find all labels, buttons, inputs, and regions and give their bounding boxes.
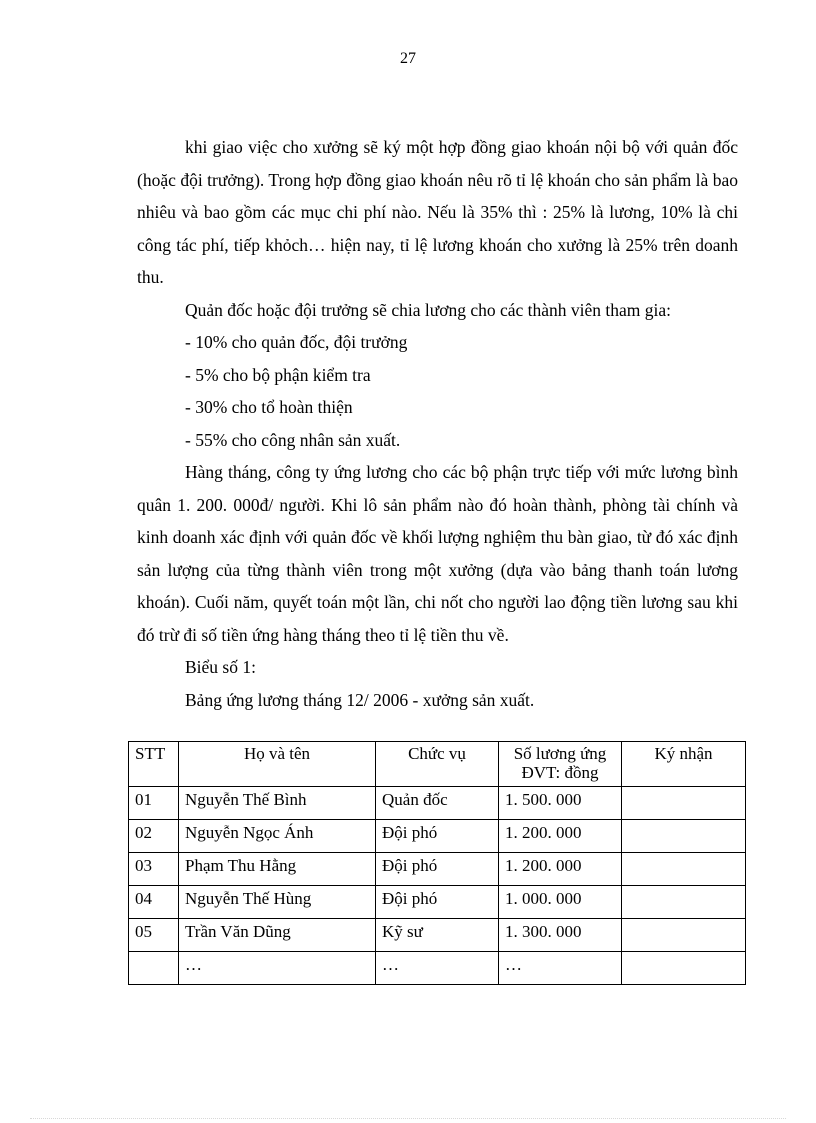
table-label: Biểu số 1: bbox=[185, 657, 256, 677]
cell-amount: 1. 200. 000 bbox=[499, 820, 622, 853]
table-row bbox=[129, 853, 746, 886]
page-number: 27 bbox=[400, 50, 416, 67]
table-row bbox=[129, 919, 746, 952]
cell-sign bbox=[622, 886, 746, 919]
cell-role: Kỹ sư bbox=[376, 919, 499, 952]
table-row bbox=[129, 886, 746, 919]
cell-name: Nguyễn Ngọc Ánh bbox=[179, 820, 376, 853]
cell-name: Nguyễn Thế Hùng bbox=[179, 886, 376, 919]
table-row bbox=[129, 952, 746, 985]
cell-sign bbox=[622, 820, 746, 853]
cell-role: … bbox=[376, 952, 499, 985]
header-name: Họ và tên bbox=[179, 742, 376, 787]
cell-sign bbox=[622, 853, 746, 886]
paragraph-monthly-advance: Hàng tháng, công ty ứng lương cho các bộ phận trực tiếp với mức lương bình quân 1. 200. 000đ/ người. Khi lô sản phẩm nào đó hoàn thành, phòng tài chính và kinh doanh xác định với quản đốc về khối lượng nghiệm thu bàn giao, từ đó xác định sản lượng của từng thành viên trong một xưởng (dựa vào bảng thanh toán lương khoán). Cuối năm, quyết toán một lần, chi nốt cho người lao động tiền lương sau khi đó trừ đi số tiền ứng hàng tháng theo tỉ lệ tiền thu về. bbox=[137, 462, 738, 645]
header-amount bbox=[499, 742, 622, 787]
paragraph-distribution: Quản đốc hoặc đội trưởng sẽ chia lương cho các thành viên tham gia: bbox=[185, 299, 672, 320]
cell-role: Đội phó bbox=[376, 820, 499, 853]
document-body bbox=[137, 131, 738, 716]
cell-amount: 1. 000. 000 bbox=[499, 886, 622, 919]
header-stt: STT bbox=[129, 742, 179, 787]
cell-stt: 05 bbox=[129, 919, 179, 952]
table-caption: Bảng ứng lương tháng 12/ 2006 - xưởng sản xuất. bbox=[185, 689, 535, 710]
cell-stt: 04 bbox=[129, 886, 179, 919]
cell-role: Quản đốc bbox=[376, 787, 499, 820]
cell-stt: 03 bbox=[129, 853, 179, 886]
cell-name: … bbox=[179, 952, 376, 985]
table-header-row bbox=[129, 742, 746, 787]
list-item: - 5% cho bộ phận kiểm tra bbox=[185, 364, 371, 385]
cell-stt: 02 bbox=[129, 820, 179, 853]
header-sign: Ký nhận bbox=[622, 742, 746, 787]
header-amount-line1: Số lương ứng bbox=[513, 744, 607, 763]
cell-name: Phạm Thu Hằng bbox=[179, 853, 376, 886]
cell-name: Nguyễn Thế Bình bbox=[179, 787, 376, 820]
cell-role: Đội phó bbox=[376, 886, 499, 919]
list-item: - 10% cho quản đốc, đội trưởng bbox=[185, 332, 408, 352]
cell-amount: … bbox=[499, 952, 622, 985]
header-role: Chức vụ bbox=[376, 742, 499, 787]
paragraph-contract: khi giao việc cho xưởng sẽ ký một hợp đồng giao khoán nội bộ với quản đốc (hoặc đội trưởng). Trong hợp đồng giao khoán nêu rõ tỉ lệ khoán cho sản phẩm là bao nhiêu và bao gồm các mục chi phí nào. Nếu là 35% thì : 25% là lương, 10% là chi công tác phí, tiếp khỏch… hiện nay, tỉ lệ lương khoán cho xưởng là 25% trên doanh thu. bbox=[137, 137, 738, 287]
list-item: - 30% cho tổ hoàn thiện bbox=[185, 397, 353, 417]
cell-role: Đội phó bbox=[376, 853, 499, 886]
cell-sign bbox=[622, 952, 746, 985]
table-row bbox=[129, 787, 746, 820]
salary-advance-table bbox=[128, 741, 746, 985]
list-item: - 55% cho công nhân sản xuất. bbox=[185, 429, 401, 450]
cell-amount: 1. 200. 000 bbox=[499, 853, 622, 886]
table-row bbox=[129, 820, 746, 853]
page-bottom-divider bbox=[30, 1118, 786, 1119]
header-amount-line2: ĐVT: đồng bbox=[521, 763, 599, 782]
cell-amount: 1. 500. 000 bbox=[499, 787, 622, 820]
cell-stt: 01 bbox=[129, 787, 179, 820]
cell-name: Trần Văn Dũng bbox=[179, 919, 376, 952]
cell-amount: 1. 300. 000 bbox=[499, 919, 622, 952]
cell-sign bbox=[622, 919, 746, 952]
cell-sign bbox=[622, 787, 746, 820]
cell-stt bbox=[129, 952, 179, 985]
